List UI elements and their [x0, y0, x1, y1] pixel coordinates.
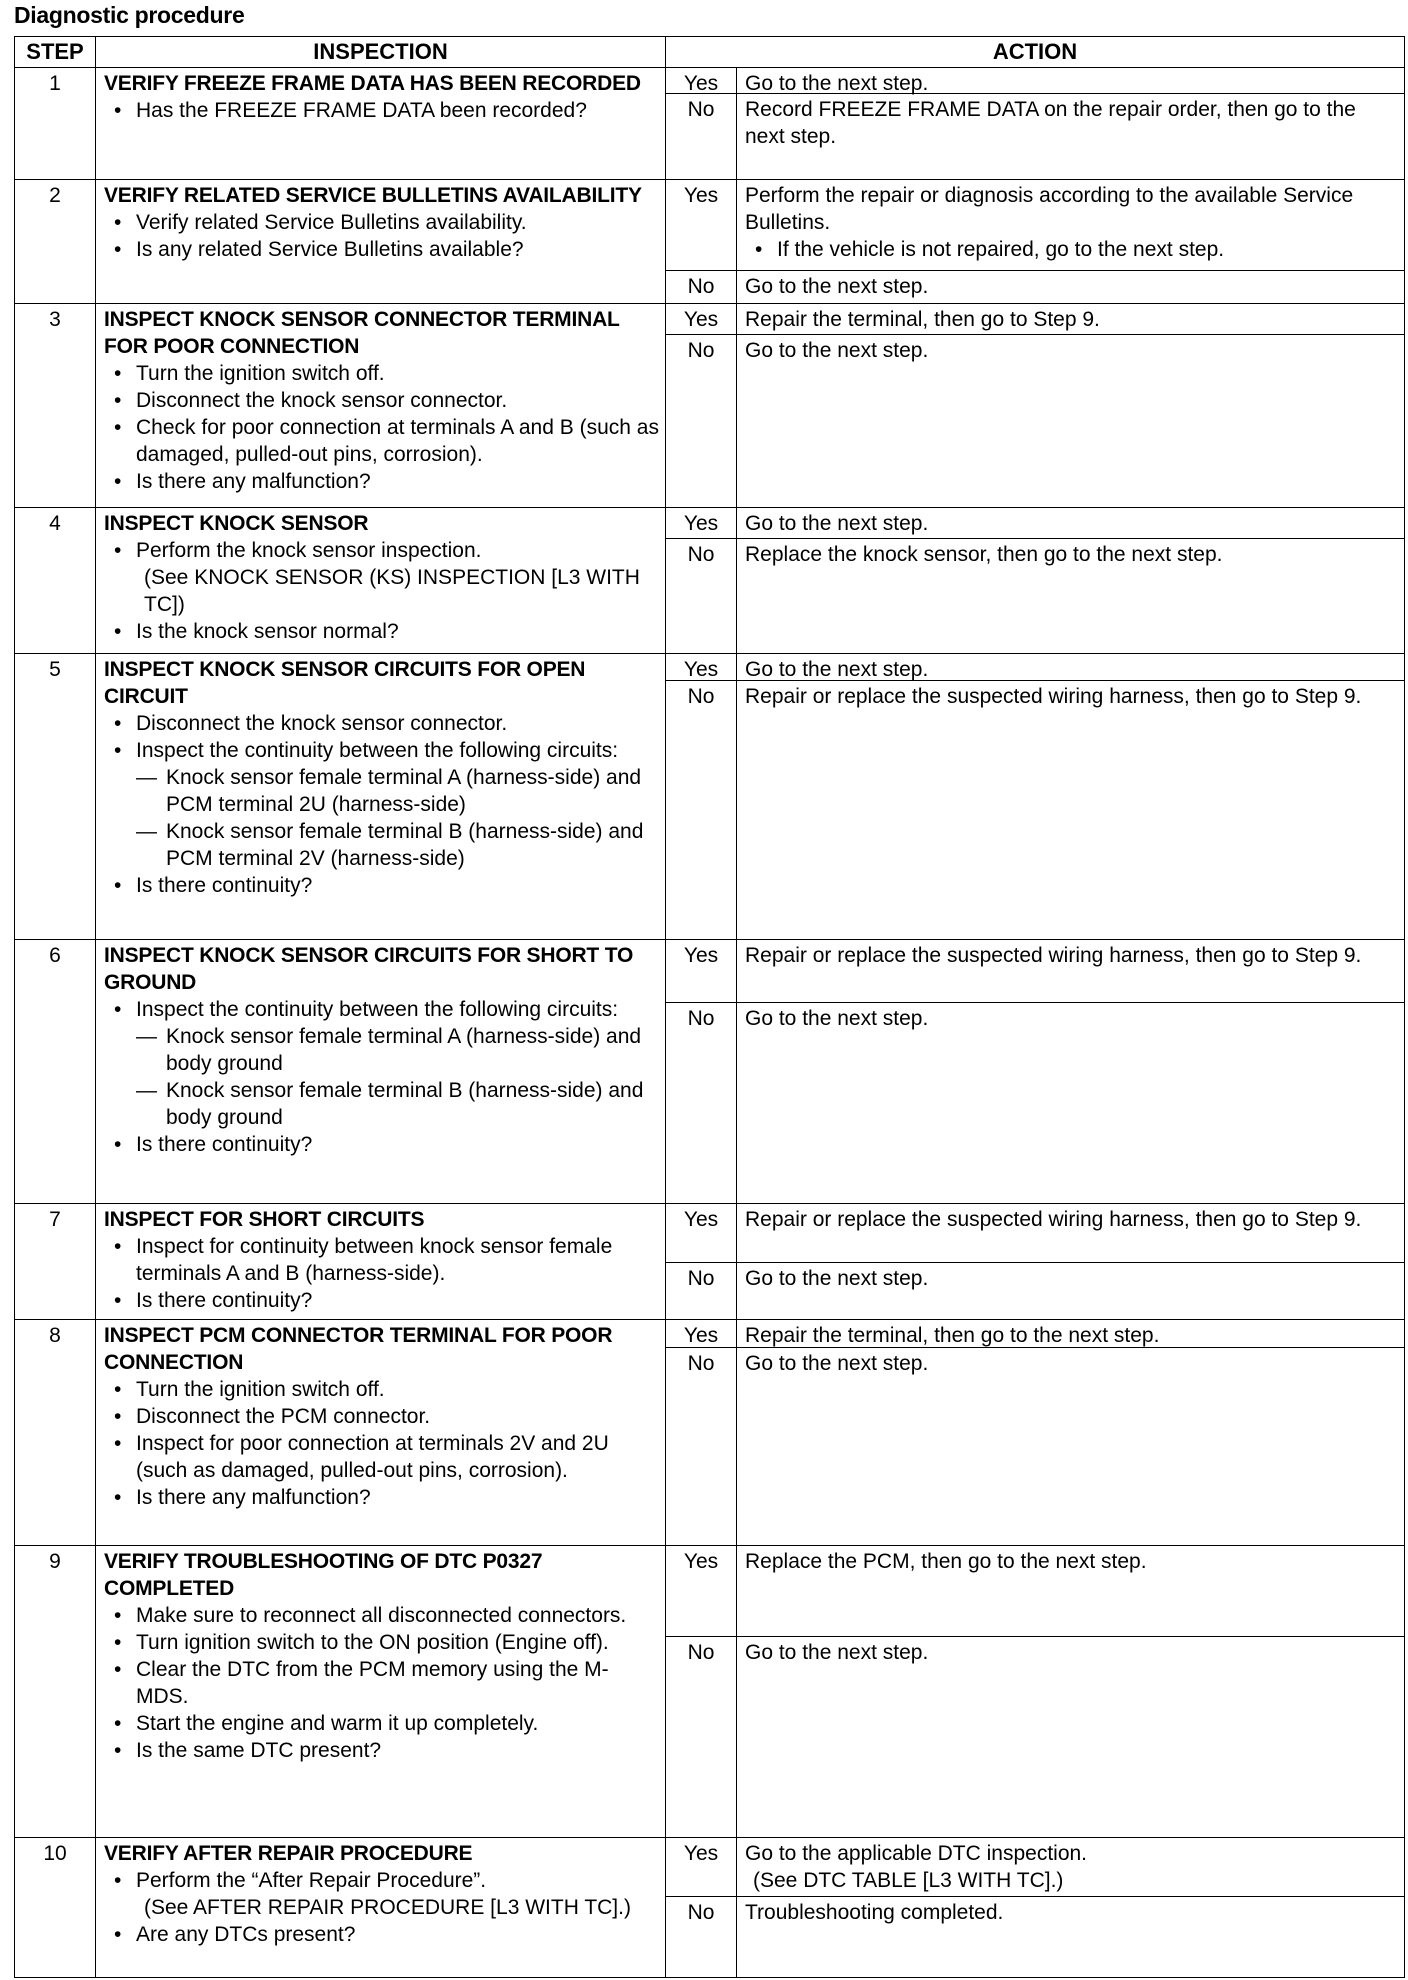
step-number: 4 [15, 508, 96, 654]
inspection-item: • Disconnect the knock sensor connector. [104, 387, 659, 414]
inspection-item: • Disconnect the knock sensor connector. [104, 710, 659, 737]
no-action: Record FREEZE FRAME DATA on the repair order, then go to the next step. [745, 98, 1356, 148]
inspection-title: VERIFY TROUBLESHOOTING OF DTC P0327 COMPLETED [104, 1550, 543, 1600]
inspection-cell [96, 1320, 666, 1546]
action-cell [666, 1546, 1405, 1838]
table-row [15, 304, 1405, 508]
inspection-title: INSPECT KNOCK SENSOR CIRCUITS FOR OPEN CIRCUIT [104, 658, 586, 708]
inspection-title: VERIFY RELATED SERVICE BULLETINS AVAILABILITY [104, 184, 642, 207]
header-action: ACTION [666, 37, 1405, 68]
yes-label: Yes [666, 508, 737, 538]
inspection-cell [96, 1838, 666, 1978]
no-action: Go to the next step. [745, 1641, 929, 1664]
no-label: No [666, 1897, 737, 1977]
yes-label: Yes [666, 654, 737, 680]
step-number: 5 [15, 654, 96, 940]
table-row [15, 508, 1405, 654]
inspection-item [104, 1867, 659, 1921]
inspection-item: • Is the same DTC present? [104, 1737, 659, 1764]
yes-action: Perform the repair or diagnosis according to the available Service Bulletins. [745, 184, 1354, 234]
action-cell [666, 1204, 1405, 1320]
inspection-item: • Is there continuity? [104, 1287, 659, 1314]
inspection-title: INSPECT KNOCK SENSOR CONNECTOR TERMINAL FOR POOR CONNECTION [104, 308, 620, 358]
yes-label: Yes [666, 68, 737, 93]
inspection-item: • Inspect for poor connection at terminals 2V and 2U (such as damaged, pulled-out pins, corrosion). [104, 1430, 659, 1484]
inspection-cell [96, 68, 666, 180]
action-cell [666, 1838, 1405, 1978]
inspection-cell [96, 940, 666, 1204]
action-cell [666, 180, 1405, 304]
table-row [15, 1838, 1405, 1978]
inspection-item: • Check for poor connection at terminals A and B (such as damaged, pulled-out pins, corrosion). [104, 414, 659, 468]
no-action: Troubleshooting completed. [745, 1901, 1004, 1924]
inspection-item: • Inspect for continuity between knock sensor female terminals A and B (harness-side). [104, 1233, 659, 1287]
inspection-item: • Verify related Service Bulletins availability. [104, 209, 659, 236]
step-number: 10 [15, 1838, 96, 1978]
inspection-item [104, 537, 659, 618]
yes-label: Yes [666, 1204, 737, 1262]
header-step: STEP [15, 37, 96, 68]
yes-action: Replace the PCM, then go to the next step. [745, 1550, 1147, 1573]
inspection-title: INSPECT KNOCK SENSOR [104, 512, 369, 535]
table-row [15, 1320, 1405, 1546]
inspection-subitem: — Knock sensor female terminal B (harness-side) and body ground [136, 1077, 659, 1131]
reference-text: (See AFTER REPAIR PROCEDURE [L3 WITH TC].) [144, 1896, 631, 1919]
no-label: No [666, 94, 737, 179]
yes-action: Go to the next step. [745, 658, 929, 681]
inspection-title: VERIFY AFTER REPAIR PROCEDURE [104, 1842, 473, 1865]
inspection-subitem: — Knock sensor female terminal A (harness-side) and body ground [136, 1023, 659, 1077]
step-number: 7 [15, 1204, 96, 1320]
inspection-title: INSPECT FOR SHORT CIRCUITS [104, 1208, 425, 1231]
inspection-item: • Is any related Service Bulletins available? [104, 236, 659, 263]
inspection-item: • Start the engine and warm it up completely. [104, 1710, 659, 1737]
step-number: 8 [15, 1320, 96, 1546]
header-inspection: INSPECTION [96, 37, 666, 68]
yes-action: Go to the applicable DTC inspection. [745, 1842, 1088, 1865]
action-cell [666, 940, 1405, 1204]
no-action: Go to the next step. [745, 1007, 929, 1030]
no-action: Repair or replace the suspected wiring harness, then go to Step 9. [745, 685, 1362, 708]
inspection-item: • Are any DTCs present? [104, 1921, 659, 1948]
no-label: No [666, 539, 737, 653]
inspection-item-text: Perform the “After Repair Procedure”. [136, 1869, 487, 1892]
table-row [15, 1546, 1405, 1838]
page-title: Diagnostic procedure [14, 2, 245, 28]
step-number: 3 [15, 304, 96, 508]
table-row [15, 68, 1405, 180]
yes-label: Yes [666, 1838, 737, 1896]
no-label: No [666, 1637, 737, 1837]
yes-action: Repair or replace the suspected wiring harness, then go to Step 9. [745, 1208, 1362, 1231]
yes-action: Go to the next step. [745, 72, 929, 95]
inspection-cell [96, 1546, 666, 1838]
inspection-item: • Turn the ignition switch off. [104, 1376, 659, 1403]
no-action: Go to the next step. [745, 339, 929, 362]
action-cell [666, 508, 1405, 654]
inspection-item-text: Inspect the continuity between the following circuits: [136, 739, 619, 762]
table-row [15, 180, 1405, 304]
inspection-item: • Is there continuity? [104, 872, 659, 899]
inspection-item: • Is there any malfunction? [104, 1484, 659, 1511]
inspection-subitem: — Knock sensor female terminal A (harness-side) and PCM terminal 2U (harness-side) [136, 764, 659, 818]
inspection-subitem: — Knock sensor female terminal B (harness-side) and PCM terminal 2V (harness-side) [136, 818, 659, 872]
no-action: Go to the next step. [745, 1267, 929, 1290]
step-number: 9 [15, 1546, 96, 1838]
no-label: No [666, 1348, 737, 1545]
inspection-cell [96, 508, 666, 654]
inspection-title: INSPECT KNOCK SENSOR CIRCUITS FOR SHORT TO GROUND [104, 944, 634, 994]
yes-action-bullet: • If the vehicle is not repaired, go to the next step. [745, 236, 1396, 263]
inspection-item [104, 737, 659, 872]
inspection-cell [96, 180, 666, 304]
yes-action: Repair the terminal, then go to Step 9. [745, 308, 1100, 331]
inspection-item-text: Perform the knock sensor inspection. [136, 539, 482, 562]
table-header-row [15, 37, 1405, 68]
inspection-item: • Is the knock sensor normal? [104, 618, 659, 645]
inspection-title: VERIFY FREEZE FRAME DATA HAS BEEN RECORDED [104, 72, 641, 95]
yes-label: Yes [666, 180, 737, 270]
inspection-title: INSPECT PCM CONNECTOR TERMINAL FOR POOR CONNECTION [104, 1324, 613, 1374]
inspection-item: • Clear the DTC from the PCM memory using the M-MDS. [104, 1656, 659, 1710]
no-label: No [666, 1263, 737, 1319]
inspection-item: • Turn the ignition switch off. [104, 360, 659, 387]
yes-action-reference: (See DTC TABLE [L3 WITH TC].) [753, 1869, 1064, 1892]
yes-label: Yes [666, 1320, 737, 1347]
yes-label: Yes [666, 304, 737, 334]
no-action: Replace the knock sensor, then go to the next step. [745, 543, 1223, 566]
action-cell [666, 304, 1405, 508]
diagnostic-procedure-table [14, 36, 1405, 1978]
no-label: No [666, 271, 737, 303]
inspection-item: • Disconnect the PCM connector. [104, 1403, 659, 1430]
yes-action: Repair or replace the suspected wiring harness, then go to Step 9. [745, 944, 1362, 967]
table-row [15, 940, 1405, 1204]
inspection-cell [96, 1204, 666, 1320]
yes-action: Repair the terminal, then go to the next step. [745, 1324, 1160, 1347]
no-action: Go to the next step. [745, 1352, 929, 1375]
inspection-item: • Has the FREEZE FRAME DATA been recorded? [104, 97, 659, 124]
step-number: 6 [15, 940, 96, 1204]
step-number: 1 [15, 68, 96, 180]
no-label: No [666, 681, 737, 939]
table-row [15, 654, 1405, 940]
action-cell [666, 1320, 1405, 1546]
inspection-cell [96, 304, 666, 508]
no-label: No [666, 1003, 737, 1203]
inspection-cell [96, 654, 666, 940]
inspection-item: • Make sure to reconnect all disconnected connectors. [104, 1602, 659, 1629]
action-cell [666, 654, 1405, 940]
inspection-item: • Is there continuity? [104, 1131, 659, 1158]
yes-action: Go to the next step. [745, 512, 929, 535]
step-number: 2 [15, 180, 96, 304]
yes-label: Yes [666, 1546, 737, 1636]
inspection-item-text: Inspect the continuity between the following circuits: [136, 998, 619, 1021]
no-action: Go to the next step. [745, 275, 929, 298]
no-label: No [666, 335, 737, 507]
yes-label: Yes [666, 940, 737, 1002]
action-cell [666, 68, 1405, 180]
inspection-item [104, 996, 659, 1131]
inspection-item: • Turn ignition switch to the ON position (Engine off). [104, 1629, 659, 1656]
table-row [15, 1204, 1405, 1320]
reference-text: (See KNOCK SENSOR (KS) INSPECTION [L3 WITH TC]) [144, 566, 640, 616]
inspection-item: • Is there any malfunction? [104, 468, 659, 495]
